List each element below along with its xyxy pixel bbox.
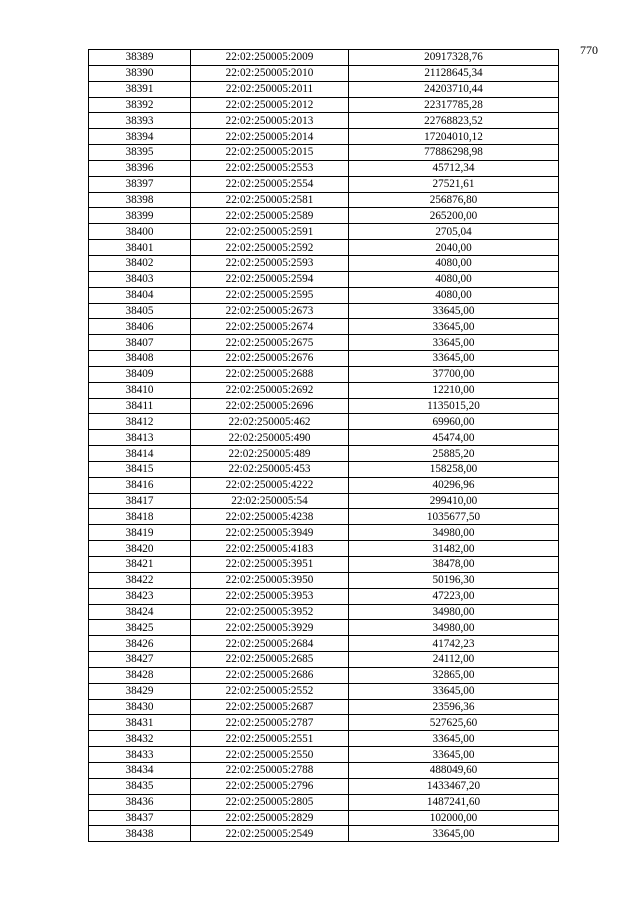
cadastral-value-cell: 40296,96 <box>349 477 559 493</box>
cadastral-number-cell: 22:02:250005:2594 <box>191 271 349 287</box>
table-row <box>89 335 559 351</box>
cadastral-number-cell: 22:02:250005:2673 <box>191 303 349 319</box>
table-row <box>89 762 559 778</box>
cadastral-value-cell: 265200,00 <box>349 208 559 224</box>
cadastral-value-cell: 17204010,12 <box>349 129 559 145</box>
row-number-cell: 38431 <box>89 715 191 731</box>
row-number-cell: 38430 <box>89 699 191 715</box>
cadastral-value-cell: 25885,20 <box>349 446 559 462</box>
table-row <box>89 240 559 256</box>
table-row <box>89 113 559 129</box>
cadastral-value-cell: 527625,60 <box>349 715 559 731</box>
row-number-cell: 38427 <box>89 652 191 668</box>
table-row <box>89 351 559 367</box>
row-number-cell: 38394 <box>89 129 191 145</box>
table-row <box>89 446 559 462</box>
cadastral-number-cell: 22:02:250005:489 <box>191 446 349 462</box>
cadastral-number-cell: 22:02:250005:2788 <box>191 762 349 778</box>
cadastral-number-cell: 22:02:250005:2010 <box>191 65 349 81</box>
row-number-cell: 38399 <box>89 208 191 224</box>
cadastral-number-cell: 22:02:250005:2589 <box>191 208 349 224</box>
table-row <box>89 97 559 113</box>
cadastral-number-cell: 22:02:250005:2692 <box>191 382 349 398</box>
row-number-cell: 38412 <box>89 414 191 430</box>
table-row <box>89 176 559 192</box>
table-row <box>89 794 559 810</box>
cadastral-number-cell: 22:02:250005:2787 <box>191 715 349 731</box>
table-row <box>89 620 559 636</box>
cadastral-number-cell: 22:02:250005:2015 <box>191 145 349 161</box>
cadastral-value-cell: 1135015,20 <box>349 398 559 414</box>
row-number-cell: 38409 <box>89 366 191 382</box>
table-row <box>89 366 559 382</box>
cadastral-number-cell: 22:02:250005:2581 <box>191 192 349 208</box>
cadastral-number-cell: 22:02:250005:3953 <box>191 588 349 604</box>
table-row <box>89 493 559 509</box>
row-number-cell: 38397 <box>89 176 191 192</box>
cadastral-value-cell: 47223,00 <box>349 588 559 604</box>
row-number-cell: 38402 <box>89 255 191 271</box>
cadastral-number-cell: 22:02:250005:2829 <box>191 810 349 826</box>
cadastral-number-cell: 22:02:250005:2688 <box>191 366 349 382</box>
row-number-cell: 38422 <box>89 572 191 588</box>
table-row <box>89 192 559 208</box>
cadastral-value-cell: 1035677,50 <box>349 509 559 525</box>
table-row <box>89 826 559 842</box>
cadastral-number-cell: 22:02:250005:462 <box>191 414 349 430</box>
cadastral-number-cell: 22:02:250005:490 <box>191 430 349 446</box>
row-number-cell: 38404 <box>89 287 191 303</box>
row-number-cell: 38418 <box>89 509 191 525</box>
cadastral-value-cell: 256876,80 <box>349 192 559 208</box>
cadastral-value-cell: 50196,30 <box>349 572 559 588</box>
row-number-cell: 38407 <box>89 335 191 351</box>
row-number-cell: 38415 <box>89 461 191 477</box>
table-row <box>89 271 559 287</box>
cadastral-value-cell: 4080,00 <box>349 271 559 287</box>
cadastral-value-cell: 27521,61 <box>349 176 559 192</box>
cadastral-number-cell: 22:02:250005:2552 <box>191 683 349 699</box>
cadastral-value-cell: 33645,00 <box>349 303 559 319</box>
cadastral-value-cell: 1433467,20 <box>349 778 559 794</box>
cadastral-number-cell: 22:02:250005:2687 <box>191 699 349 715</box>
row-number-cell: 38395 <box>89 145 191 161</box>
table-row <box>89 145 559 161</box>
cadastral-number-cell: 22:02:250005:2592 <box>191 240 349 256</box>
cadastral-value-cell: 2040,00 <box>349 240 559 256</box>
table-row <box>89 461 559 477</box>
cadastral-number-cell: 22:02:250005:2684 <box>191 636 349 652</box>
row-number-cell: 38398 <box>89 192 191 208</box>
row-number-cell: 38429 <box>89 683 191 699</box>
cadastral-number-cell: 22:02:250005:2674 <box>191 319 349 335</box>
row-number-cell: 38414 <box>89 446 191 462</box>
row-number-cell: 38438 <box>89 826 191 842</box>
cadastral-value-cell: 33645,00 <box>349 319 559 335</box>
cadastral-value-cell: 45474,00 <box>349 430 559 446</box>
row-number-cell: 38433 <box>89 747 191 763</box>
cadastral-number-cell: 22:02:250005:3952 <box>191 604 349 620</box>
cadastral-number-cell: 22:02:250005:4222 <box>191 477 349 493</box>
cadastral-number-cell: 22:02:250005:2675 <box>191 335 349 351</box>
cadastral-value-cell: 1487241,60 <box>349 794 559 810</box>
table-row <box>89 50 559 66</box>
row-number-cell: 38389 <box>89 50 191 66</box>
table-row <box>89 810 559 826</box>
row-number-cell: 38432 <box>89 731 191 747</box>
table-row <box>89 541 559 557</box>
cadastral-value-cell: 158258,00 <box>349 461 559 477</box>
table-row <box>89 683 559 699</box>
table-row <box>89 208 559 224</box>
cadastral-number-cell: 22:02:250005:3951 <box>191 557 349 573</box>
cadastral-value-cell: 69960,00 <box>349 414 559 430</box>
cadastral-value-cell: 38478,00 <box>349 557 559 573</box>
cadastral-number-cell: 22:02:250005:453 <box>191 461 349 477</box>
cadastral-number-cell: 22:02:250005:4183 <box>191 541 349 557</box>
row-number-cell: 38411 <box>89 398 191 414</box>
page-number: 770 <box>580 43 598 57</box>
table-row <box>89 636 559 652</box>
cadastral-value-cell: 34980,00 <box>349 604 559 620</box>
cadastral-number-cell: 22:02:250005:4238 <box>191 509 349 525</box>
table-row <box>89 588 559 604</box>
row-number-cell: 38426 <box>89 636 191 652</box>
row-number-cell: 38396 <box>89 160 191 176</box>
row-number-cell: 38405 <box>89 303 191 319</box>
cadastral-number-cell: 22:02:250005:2011 <box>191 81 349 97</box>
table-row <box>89 699 559 715</box>
row-number-cell: 38425 <box>89 620 191 636</box>
cadastral-number-cell: 22:02:250005:54 <box>191 493 349 509</box>
table-row <box>89 715 559 731</box>
table-row <box>89 430 559 446</box>
cadastral-number-cell: 22:02:250005:2796 <box>191 778 349 794</box>
table-row <box>89 81 559 97</box>
cadastral-number-cell: 22:02:250005:2805 <box>191 794 349 810</box>
cadastral-number-cell: 22:02:250005:2012 <box>191 97 349 113</box>
table-row <box>89 525 559 541</box>
cadastral-value-cell: 33645,00 <box>349 826 559 842</box>
cadastral-number-cell: 22:02:250005:2685 <box>191 652 349 668</box>
cadastral-value-cell: 22317785,28 <box>349 97 559 113</box>
cadastral-value-cell: 31482,00 <box>349 541 559 557</box>
table-row <box>89 667 559 683</box>
row-number-cell: 38410 <box>89 382 191 398</box>
row-number-cell: 38416 <box>89 477 191 493</box>
cadastral-value-cell: 24112,00 <box>349 652 559 668</box>
row-number-cell: 38390 <box>89 65 191 81</box>
cadastral-number-cell: 22:02:250005:2013 <box>191 113 349 129</box>
cadastral-value-cell: 23596,36 <box>349 699 559 715</box>
table-row <box>89 557 559 573</box>
cadastral-value-cell: 34980,00 <box>349 525 559 541</box>
row-number-cell: 38392 <box>89 97 191 113</box>
row-number-cell: 38437 <box>89 810 191 826</box>
table-row <box>89 652 559 668</box>
cadastral-number-cell: 22:02:250005:2591 <box>191 224 349 240</box>
cadastral-number-cell: 22:02:250005:2595 <box>191 287 349 303</box>
cadastral-number-cell: 22:02:250005:3950 <box>191 572 349 588</box>
cadastral-value-cell: 20917328,76 <box>349 50 559 66</box>
table-row <box>89 255 559 271</box>
cadastral-value-cell: 33645,00 <box>349 747 559 763</box>
cadastral-number-cell: 22:02:250005:2549 <box>191 826 349 842</box>
cadastral-number-cell: 22:02:250005:2593 <box>191 255 349 271</box>
table-row <box>89 382 559 398</box>
cadastral-value-cell: 33645,00 <box>349 683 559 699</box>
row-number-cell: 38408 <box>89 351 191 367</box>
cadastral-value-cell: 299410,00 <box>349 493 559 509</box>
table-row <box>89 778 559 794</box>
table-body <box>89 50 559 842</box>
cadastral-value-table <box>88 49 559 842</box>
table-row <box>89 303 559 319</box>
row-number-cell: 38424 <box>89 604 191 620</box>
cadastral-number-cell: 22:02:250005:2014 <box>191 129 349 145</box>
row-number-cell: 38400 <box>89 224 191 240</box>
row-number-cell: 38435 <box>89 778 191 794</box>
cadastral-number-cell: 22:02:250005:2676 <box>191 351 349 367</box>
cadastral-value-cell: 45712,34 <box>349 160 559 176</box>
cadastral-number-cell: 22:02:250005:2550 <box>191 747 349 763</box>
row-number-cell: 38434 <box>89 762 191 778</box>
cadastral-value-cell: 33645,00 <box>349 351 559 367</box>
row-number-cell: 38421 <box>89 557 191 573</box>
row-number-cell: 38428 <box>89 667 191 683</box>
row-number-cell: 38417 <box>89 493 191 509</box>
row-number-cell: 38393 <box>89 113 191 129</box>
cadastral-number-cell: 22:02:250005:3949 <box>191 525 349 541</box>
cadastral-value-cell: 77886298,98 <box>349 145 559 161</box>
table-row <box>89 604 559 620</box>
table-row <box>89 398 559 414</box>
cadastral-value-cell: 4080,00 <box>349 287 559 303</box>
table-row <box>89 160 559 176</box>
row-number-cell: 38423 <box>89 588 191 604</box>
row-number-cell: 38413 <box>89 430 191 446</box>
cadastral-value-cell: 21128645,34 <box>349 65 559 81</box>
cadastral-value-cell: 37700,00 <box>349 366 559 382</box>
table-row <box>89 477 559 493</box>
cadastral-value-cell: 4080,00 <box>349 255 559 271</box>
cadastral-number-cell: 22:02:250005:2553 <box>191 160 349 176</box>
row-number-cell: 38419 <box>89 525 191 541</box>
cadastral-number-cell: 22:02:250005:2551 <box>191 731 349 747</box>
cadastral-value-cell: 2705,04 <box>349 224 559 240</box>
row-number-cell: 38401 <box>89 240 191 256</box>
table-row <box>89 287 559 303</box>
cadastral-value-cell: 102000,00 <box>349 810 559 826</box>
table-row <box>89 509 559 525</box>
row-number-cell: 38391 <box>89 81 191 97</box>
table-row <box>89 65 559 81</box>
table-row <box>89 414 559 430</box>
cadastral-number-cell: 22:02:250005:2554 <box>191 176 349 192</box>
cadastral-value-cell: 33645,00 <box>349 731 559 747</box>
cadastral-value-cell: 24203710,44 <box>349 81 559 97</box>
table-row <box>89 319 559 335</box>
row-number-cell: 38406 <box>89 319 191 335</box>
cadastral-number-cell: 22:02:250005:2009 <box>191 50 349 66</box>
table-row <box>89 129 559 145</box>
cadastral-value-cell: 33645,00 <box>349 335 559 351</box>
cadastral-number-cell: 22:02:250005:2696 <box>191 398 349 414</box>
row-number-cell: 38403 <box>89 271 191 287</box>
row-number-cell: 38436 <box>89 794 191 810</box>
table-row <box>89 572 559 588</box>
table-row <box>89 731 559 747</box>
cadastral-value-cell: 32865,00 <box>349 667 559 683</box>
cadastral-value-cell: 12210,00 <box>349 382 559 398</box>
cadastral-number-cell: 22:02:250005:2686 <box>191 667 349 683</box>
cadastral-number-cell: 22:02:250005:3929 <box>191 620 349 636</box>
cadastral-value-cell: 34980,00 <box>349 620 559 636</box>
cadastral-value-cell: 488049,60 <box>349 762 559 778</box>
cadastral-value-cell: 41742,23 <box>349 636 559 652</box>
table-row <box>89 747 559 763</box>
row-number-cell: 38420 <box>89 541 191 557</box>
cadastral-value-cell: 22768823,52 <box>349 113 559 129</box>
table-row <box>89 224 559 240</box>
